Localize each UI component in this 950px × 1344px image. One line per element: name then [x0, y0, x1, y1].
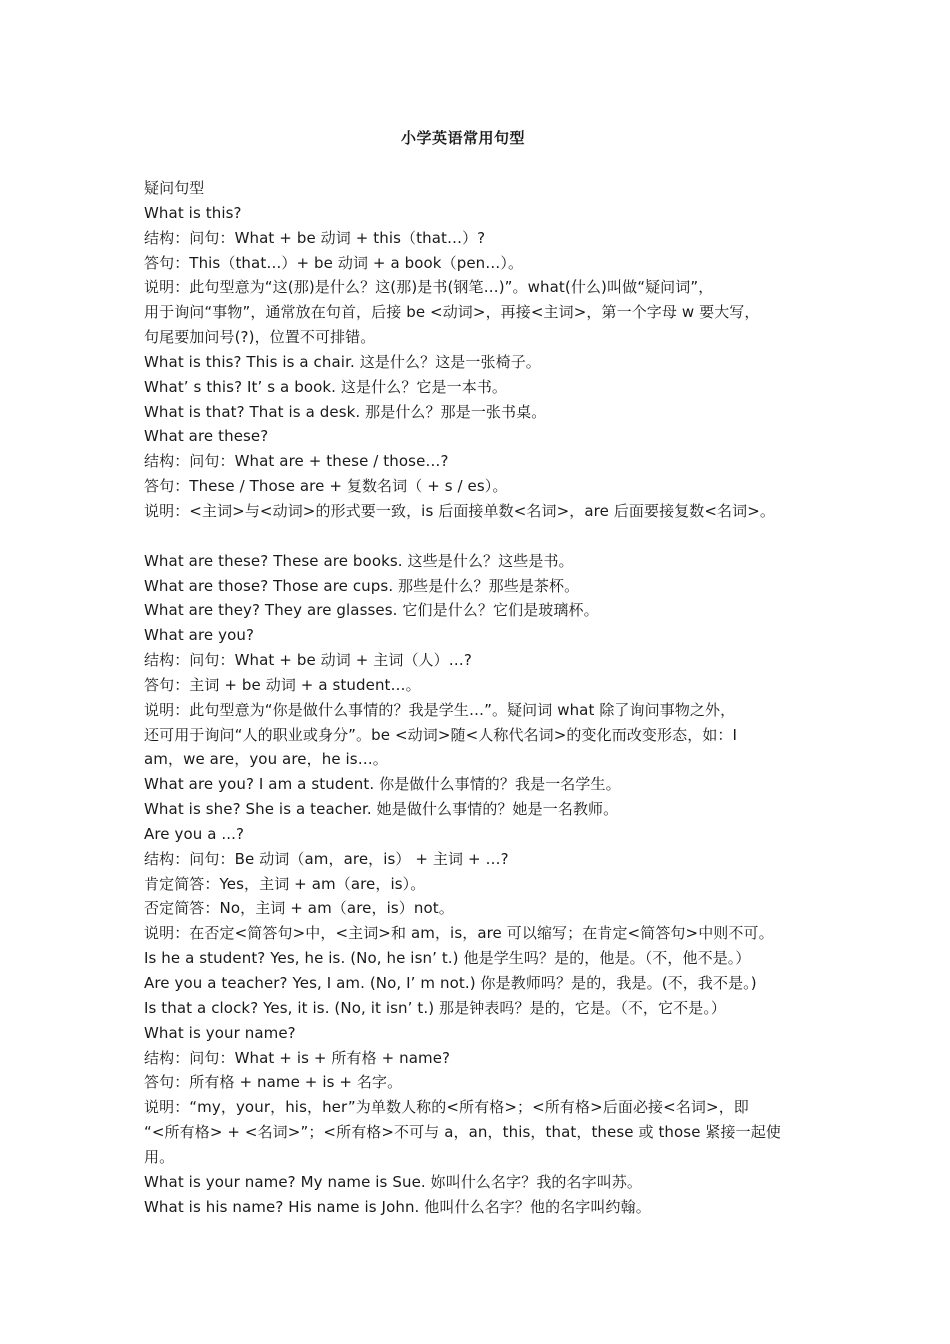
text-line: 答句：These / Those are + 复数名词（ + s / es）。: [144, 477, 508, 496]
text-line: 句尾要加问号(?)，位置不可排错。: [144, 328, 376, 347]
text-line: 说明：此句型意为“这(那)是什么？这(那)是书(钢笔…)”。what(什么)叫做“疑问词”，: [144, 278, 714, 297]
text-line: What are these?: [144, 427, 269, 446]
text-line: 否定简答：No，主词 + am（are，is）not。: [144, 899, 454, 918]
text-line: 答句：主词 + be 动词 + a student…。: [144, 675, 421, 694]
text-line: What is this?: [144, 203, 242, 222]
text-line: 用。: [144, 1147, 175, 1166]
text-line: 肯定简答：Yes，主词 + am（are，is）。: [144, 874, 426, 893]
text-line: 用于询问“事物”，通常放在句首，后接 be <动词>，再接<主词>，第一个字母 w 要大写，: [144, 303, 760, 322]
text-line: Are you a teacher? Yes, I am. (No, I’ m not.) 你是教师吗？是的，我是。(不，我不是。): [144, 974, 757, 992]
text-line: 答句：This（that…）+ be 动词 + a book（pen…）。: [144, 253, 524, 272]
text-line: What is his name? His name is John. 他叫什么名字？他的名字叫约翰。: [144, 1197, 651, 1216]
text-line: 说明：此句型意为“你是做什么事情的？我是学生…”。疑问词 what 除了询问事物之外，: [144, 700, 736, 719]
text-line: What are you?: [144, 626, 255, 645]
text-line: 说明：<主词>与<动词>的形式要一致，is 后面接单数<名词>，are 后面要接复数<名词>。: [144, 501, 776, 520]
document-body: [144, 176, 824, 1219]
text-line: Is that a clock? Yes, it is. (No, it isn’ t.) 那是钟表吗？是的，它是。（不，它不是。）: [144, 998, 727, 1017]
text-line: 结构：问句：Be 动词（am，are，is） + 主词 + …?: [144, 849, 509, 868]
text-line: 结构：问句：What are + these / those…?: [144, 452, 449, 471]
text-line: 答句：所有格 + name + is + 名字。: [144, 1073, 403, 1092]
text-line: What are they? They are glasses. 它们是什么？它们是玻璃杯。: [144, 601, 599, 620]
text-line: What is this? This is a chair. 这是什么？这是一张椅子。: [144, 352, 541, 371]
page-title: 小学英语常用句型: [400, 129, 525, 147]
text-line: Is he a student? Yes, he is. (No, he isn’ t.) 他是学生吗？是的，他是。（不，他不是。）: [144, 949, 751, 968]
text-line: What are you? I am a student. 你是做什么事情的？我是一名学生。: [144, 775, 621, 794]
text-line: What is she? She is a teacher. 她是做什么事情的？她是一名教师。: [144, 800, 619, 819]
text-line: am，we are，you are，he is…。: [144, 750, 388, 769]
text-line: What’ s this? It’ s a book. 这是什么？它是一本书。: [144, 377, 508, 396]
text-line: What is your name? My name is Sue. 妳叫什么名字？我的名字叫苏。: [144, 1172, 643, 1191]
text-line: 结构：问句：What + is + 所有格 + name?: [144, 1048, 451, 1067]
text-line: 说明：在否定<简答句>中，<主词>和 am，is，are 可以缩写；在肯定<简答句>中则不可。: [144, 924, 774, 943]
text-line: What is your name?: [144, 1023, 296, 1042]
section-heading: 疑问句型: [144, 179, 205, 197]
text-line: “<所有格> + <名词>”；<所有格>不可与 a，an，this，that，these 或 those 紧接一起使: [144, 1123, 781, 1142]
text-line: What are those? Those are cups. 那些是什么？那些是茶杯。: [144, 576, 580, 595]
text-line: 说明：“my，your，his，her”为单数人称的<所有格>；<所有格>后面必接<名词>，即: [144, 1098, 749, 1117]
text-line: What is that? That is a desk. 那是什么？那是一张书桌。: [144, 402, 547, 421]
text-line: 还可用于询问“人的职业或身分”。be <动词>随<人称代名词>的变化而改变形态，如：I: [144, 725, 738, 744]
text-line: 结构：问句：What + be 动词 + 主词（人）…?: [144, 651, 472, 670]
text-line: Are you a ...?: [144, 824, 245, 843]
text-line: What are these? These are books. 这些是什么？这些是书。: [144, 551, 574, 570]
text-line: 结构：问句：What + be 动词 + this（that…）?: [144, 228, 486, 247]
blank-line: [144, 524, 824, 549]
